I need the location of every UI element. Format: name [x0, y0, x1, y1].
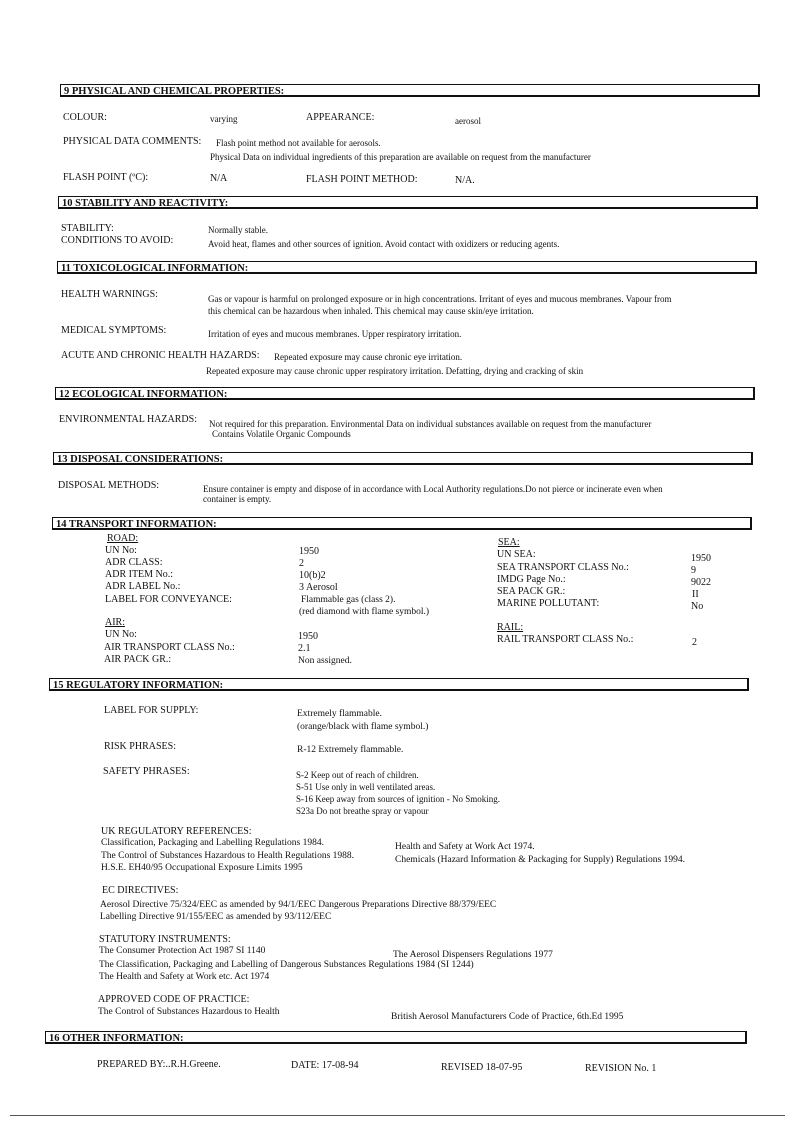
ec-heading: EC DIRECTIVES: [102, 885, 179, 896]
section-13-header [53, 452, 753, 465]
sea-value-4: No [691, 601, 704, 612]
air-value-1: 2.1 [298, 643, 311, 654]
uk-heading: UK REGULATORY REFERENCES: [101, 826, 252, 837]
rail-label: RAIL TRANSPORT CLASS No.: [497, 634, 634, 645]
sea-label-4: MARINE POLLUTANT: [497, 598, 600, 609]
risk-label: RISK PHRASES: [104, 741, 176, 752]
safety-label: SAFETY PHRASES: [103, 766, 190, 777]
health-1: Gas or vapour is harmful on prolonged exposure or in high concentrations. Irritant of eyes and mucous membranes. Vapour from [208, 294, 672, 304]
health-2: this chemical can be hazardous when inhaled. This chemical may cause skin/eye irritation. [208, 306, 534, 316]
prepared-by: PREPARED BY:..R.H.Greene. [97, 1059, 221, 1070]
avoid-value: Avoid heat, flames and other sources of ignition. Avoid contact with oxidizers or reducing agents. [208, 239, 560, 249]
section-11-title: 11 TOXICOLOGICAL INFORMATION: [61, 263, 249, 274]
stat-1: The Consumer Protection Act 1987 SI 1140 [99, 946, 266, 956]
bottom-rule [10, 1115, 785, 1116]
section-16-title: 16 OTHER INFORMATION: [49, 1033, 184, 1044]
acop-2: British Aerosol Manufacturers Code of Practice, 6th.Ed 1995 [391, 1012, 624, 1022]
uk-right-1: Chemicals (Hazard Information & Packaging for Supply) Regulations 1994. [395, 855, 685, 865]
section-12-header [55, 387, 755, 400]
air-label-1: AIR TRANSPORT CLASS No.: [104, 642, 235, 653]
stability-value: Normally stable. [208, 225, 268, 235]
phys-comments-label: PHYSICAL DATA COMMENTS: [63, 136, 202, 147]
sea-value-0: 1950 [691, 553, 711, 564]
stat-3: The Health and Safety at Work etc. Act 1974 [99, 972, 270, 982]
colour-value: varying [210, 114, 238, 124]
medical-value: Irritation of eyes and mucous membranes. Upper respiratory irritation. [208, 329, 462, 339]
uk-left-0: Classification, Packaging and Labelling Regulations 1984. [101, 838, 324, 848]
section-14-header [52, 517, 752, 530]
sea-value-3: II [692, 589, 699, 600]
appearance-label: APPEARANCE: [306, 112, 375, 123]
safety-1: S-51 Use only in well ventilated areas. [296, 782, 436, 792]
air-value-2: Non assigned. [298, 656, 352, 666]
stat-1b: The Aerosol Dispensers Regulations 1977 [393, 950, 553, 960]
env-label: ENVIRONMENTAL HAZARDS: [59, 414, 197, 425]
rail-heading: RAIL: [497, 622, 524, 633]
road-label-0: UN No: [105, 545, 137, 556]
sea-label-3: SEA PACK GR.: [497, 586, 566, 597]
road-label-3: ADR LABEL No.: [105, 581, 181, 592]
label-supply-1: Extremely flammable. [297, 709, 382, 719]
section-9-header [60, 84, 760, 97]
road-value-0: 1950 [299, 546, 319, 557]
revision-number: REVISION No. 1 [585, 1063, 657, 1074]
section-15-title: 15 REGULATORY INFORMATION: [53, 680, 224, 691]
road-value-5: (red diamond with flame symbol.) [299, 607, 430, 617]
stability-label: STABILITY: [61, 223, 114, 234]
health-label: HEALTH WARNINGS: [61, 289, 158, 300]
ec-1: Labelling Directive 91/155/EEC as amended by 93/112/EEC [100, 912, 332, 922]
section-14-title: 14 TRANSPORT INFORMATION: [56, 519, 217, 530]
sea-label-1: SEA TRANSPORT CLASS No.: [497, 562, 629, 573]
risk-value: R-12 Extremely flammable. [297, 745, 404, 755]
air-heading: AIR: [105, 617, 125, 628]
disposal-2: container is empty. [203, 494, 272, 504]
road-label-1: ADR CLASS: [105, 557, 163, 568]
acute-label: ACUTE AND CHRONIC HEALTH HAZARDS: [61, 350, 260, 361]
medical-label: MEDICAL SYMPTOMS: [61, 325, 167, 336]
phys-comments-2: Physical Data on individual ingredients of this preparation are available on request from the manufacturer [210, 152, 591, 162]
rail-value: 2 [692, 637, 697, 648]
label-supply-2: (orange/black with flame symbol.) [297, 722, 429, 732]
colour-label: COLOUR: [63, 112, 107, 123]
uk-right-0: Health and Safety at Work Act 1974. [395, 842, 535, 852]
date: DATE: 17-08-94 [291, 1060, 359, 1071]
label-supply-label: LABEL FOR SUPPLY: [104, 705, 199, 716]
section-9-title: 9 PHYSICAL AND CHEMICAL PROPERTIES: [64, 86, 285, 97]
appearance-value: aerosol [455, 116, 481, 126]
section-12-title: 12 ECOLOGICAL INFORMATION: [59, 389, 228, 400]
ec-0: Aerosol Directive 75/324/EEC as amended by 94/1/EEC Dangerous Preparations Directive 88/379/EEC [100, 900, 497, 910]
road-value-2: 10(b)2 [299, 570, 326, 581]
flash-method-label: FLASH POINT METHOD: [306, 174, 418, 185]
env-2: Contains Volatile Organic Compounds [212, 429, 351, 439]
env-1: Not required for this preparation. Environmental Data on individual substances available on request from the manufacturer [209, 419, 652, 429]
disposal-label: DISPOSAL METHODS: [58, 480, 160, 491]
flash-point-value: N/A [210, 173, 228, 184]
acop-heading: APPROVED CODE OF PRACTICE: [98, 994, 250, 1005]
uk-left-1: The Control of Substances Hazardous to Health Regulations 1988. [101, 851, 355, 861]
safety-3: S23a Do not breathe spray or vapour [296, 806, 429, 816]
uk-left-2: H.S.E. EH40/95 Occupational Exposure Limits 1995 [101, 863, 303, 873]
sea-heading: SEA: [498, 537, 520, 548]
section-13-title: 13 DISPOSAL CONSIDERATIONS: [57, 454, 224, 465]
sea-value-2: 9022 [691, 577, 711, 588]
air-label-2: AIR PACK GR.: [104, 654, 172, 665]
phys-comments-1: Flash point method not available for aerosols. [216, 138, 381, 148]
stat-heading: STATUTORY INSTRUMENTS: [99, 934, 231, 945]
sea-value-1: 9 [691, 565, 696, 576]
road-label-2: ADR ITEM No.: [105, 569, 174, 580]
road-heading: ROAD: [107, 533, 139, 544]
flash-method-value: N/A. [455, 175, 475, 186]
acute-1: Repeated exposure may cause chronic eye irritation. [274, 352, 463, 362]
section-16-header [45, 1031, 747, 1044]
road-value-3: 3 Aerosol [299, 582, 338, 593]
disposal-1: Ensure container is empty and dispose of in accordance with Local Authority regulations.Do not pierce or incinerate even when [203, 484, 663, 494]
safety-0: S-2 Keep out of reach of children. [296, 770, 419, 780]
sea-label-2: IMDG Page No.: [497, 574, 566, 585]
air-label-0: UN No: [105, 629, 137, 640]
section-11-header [57, 261, 757, 274]
section-10-header [58, 196, 758, 209]
road-value-1: 2 [299, 558, 304, 569]
road-value-4: Flammable gas (class 2). [301, 595, 396, 605]
road-label-4: LABEL FOR CONVEYANCE: [105, 594, 232, 605]
acop-1: The Control of Substances Hazardous to Health [98, 1007, 280, 1017]
flash-point-label: FLASH POINT (ºC): [63, 172, 149, 183]
acute-2: Repeated exposure may cause chronic upper respiratory irritation. Defatting, drying and cracking of skin [206, 366, 584, 376]
avoid-label: CONDITIONS TO AVOID: [61, 235, 174, 246]
section-10-title: 10 STABILITY AND REACTIVITY: [62, 198, 229, 209]
air-value-0: 1950 [298, 631, 318, 642]
section-15-header [49, 678, 749, 691]
revised: REVISED 18-07-95 [441, 1062, 523, 1073]
safety-2: S-16 Keep away from sources of ignition - No Smoking. [296, 794, 500, 804]
sea-label-0: UN SEA: [497, 549, 536, 560]
stat-2: The Classification, Packaging and Labelling of Dangerous Substances Regulations 1984 (SI 1244) [99, 960, 474, 970]
